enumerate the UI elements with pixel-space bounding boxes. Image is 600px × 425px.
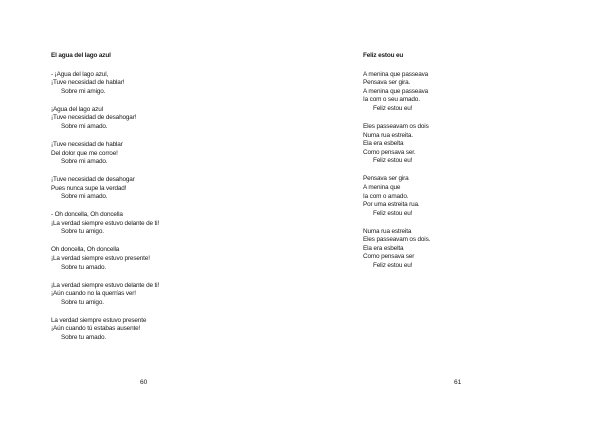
poem-line: - Oh doncella, Oh doncella	[51, 211, 123, 219]
poem-line: ¡La verdad siempre estuvo delante de ti!	[51, 281, 160, 289]
poem-refrain-line: Sobre tu amado.	[61, 263, 106, 271]
stanza	[51, 106, 271, 132]
poem-line: ¡Agua del lago azul	[51, 105, 103, 113]
poem-refrain-line: Sobre mi amigo.	[61, 87, 106, 95]
poem-line: Pues nunca supe la verdad!	[51, 184, 127, 192]
poem-line: ¡Aún cuando tú estabas ausente!	[51, 325, 141, 333]
poem-title: Feliz estou eu	[363, 52, 404, 59]
poem-refrain-line: Sobre tu amigo.	[61, 298, 104, 306]
page-number: 61	[454, 379, 462, 386]
stanza	[363, 71, 583, 114]
poem-line: Ia com o seu amado.	[363, 96, 420, 104]
poem-line: ¡La verdad siempre estuvo presente!	[51, 255, 150, 263]
poem-line: ¡Tuve necesidad de desahogar	[51, 176, 135, 184]
poem-line: A menina que	[363, 183, 401, 191]
poem-line: Ela era esbelta	[363, 244, 404, 252]
poem-refrain-line: Sobre tu amado.	[61, 333, 106, 341]
poem-line: Pensava ser gira.	[363, 79, 411, 87]
poem-line: Del dolor que me corroe!	[51, 149, 118, 157]
poem-line: Ia com o amado.	[363, 192, 409, 200]
page-number: 60	[140, 379, 148, 386]
stanza	[363, 175, 583, 218]
stanza	[51, 246, 271, 272]
poem-line: ¡Aún cuando no la querrías ver!	[51, 290, 136, 298]
poem-line: Pensava ser gira	[363, 175, 409, 183]
stanza	[51, 176, 271, 202]
poem-refrain-line: Feliz estou eu!	[373, 262, 413, 270]
poem-refrain-line: Feliz estou eu!	[373, 157, 413, 165]
poem-refrain-line: Sobre mi amado.	[61, 122, 108, 130]
poem-line: Numa rua estreita	[363, 227, 412, 235]
poem-line: Ela era esbelta	[363, 140, 404, 148]
poem-line: Oh doncella, Oh doncella	[51, 246, 120, 254]
stanza	[51, 317, 271, 343]
poem-line: Numa rua estreita.	[363, 131, 413, 139]
poem-line: ¡Tuve necesidad de desahogar!	[51, 114, 137, 122]
poem-line: Como pensava ser	[363, 253, 415, 261]
poem-refrain-line: Feliz estou eu!	[373, 104, 413, 112]
poem-line: - ¡Agua del lago azul,	[51, 70, 109, 78]
poem-title: El agua del lago azul	[51, 52, 111, 59]
poem-refrain-line: Sobre tu amigo.	[61, 228, 104, 236]
poem-line: Eles passeavam os dois.	[363, 236, 431, 244]
stanza	[363, 123, 583, 166]
poem-line: A menina que passeava	[363, 70, 429, 78]
stanza	[363, 228, 583, 271]
stanza	[51, 71, 271, 97]
poem-refrain-line: Feliz estou eu!	[373, 209, 413, 217]
stanza	[51, 282, 271, 308]
poem-refrain-line: Sobre mi amado.	[61, 193, 108, 201]
poem-line: Como pensava ser.	[363, 148, 416, 156]
poem-line: Por uma estreita rua.	[363, 201, 420, 209]
poem-line: ¡Tuve necesidad de hablar!	[51, 79, 125, 87]
poem-line: ¡La verdad siempre estuvo delante de ti!	[51, 219, 160, 227]
poem-el-agua-del-lago-azul	[51, 52, 271, 352]
stanza	[51, 141, 271, 167]
poem-line: La verdad siempre estuvo presente	[51, 316, 147, 324]
poem-feliz-estou-eu	[363, 52, 583, 280]
right-page	[300, 0, 600, 425]
poem-refrain-line: Sobre mi amado.	[61, 158, 108, 166]
stanza	[51, 211, 271, 237]
poem-line: ¡Tuve necesidad de hablar	[51, 140, 123, 148]
poem-line: Eles passeavam os dois	[363, 122, 429, 130]
poem-line: A menina que passeava	[363, 87, 429, 95]
